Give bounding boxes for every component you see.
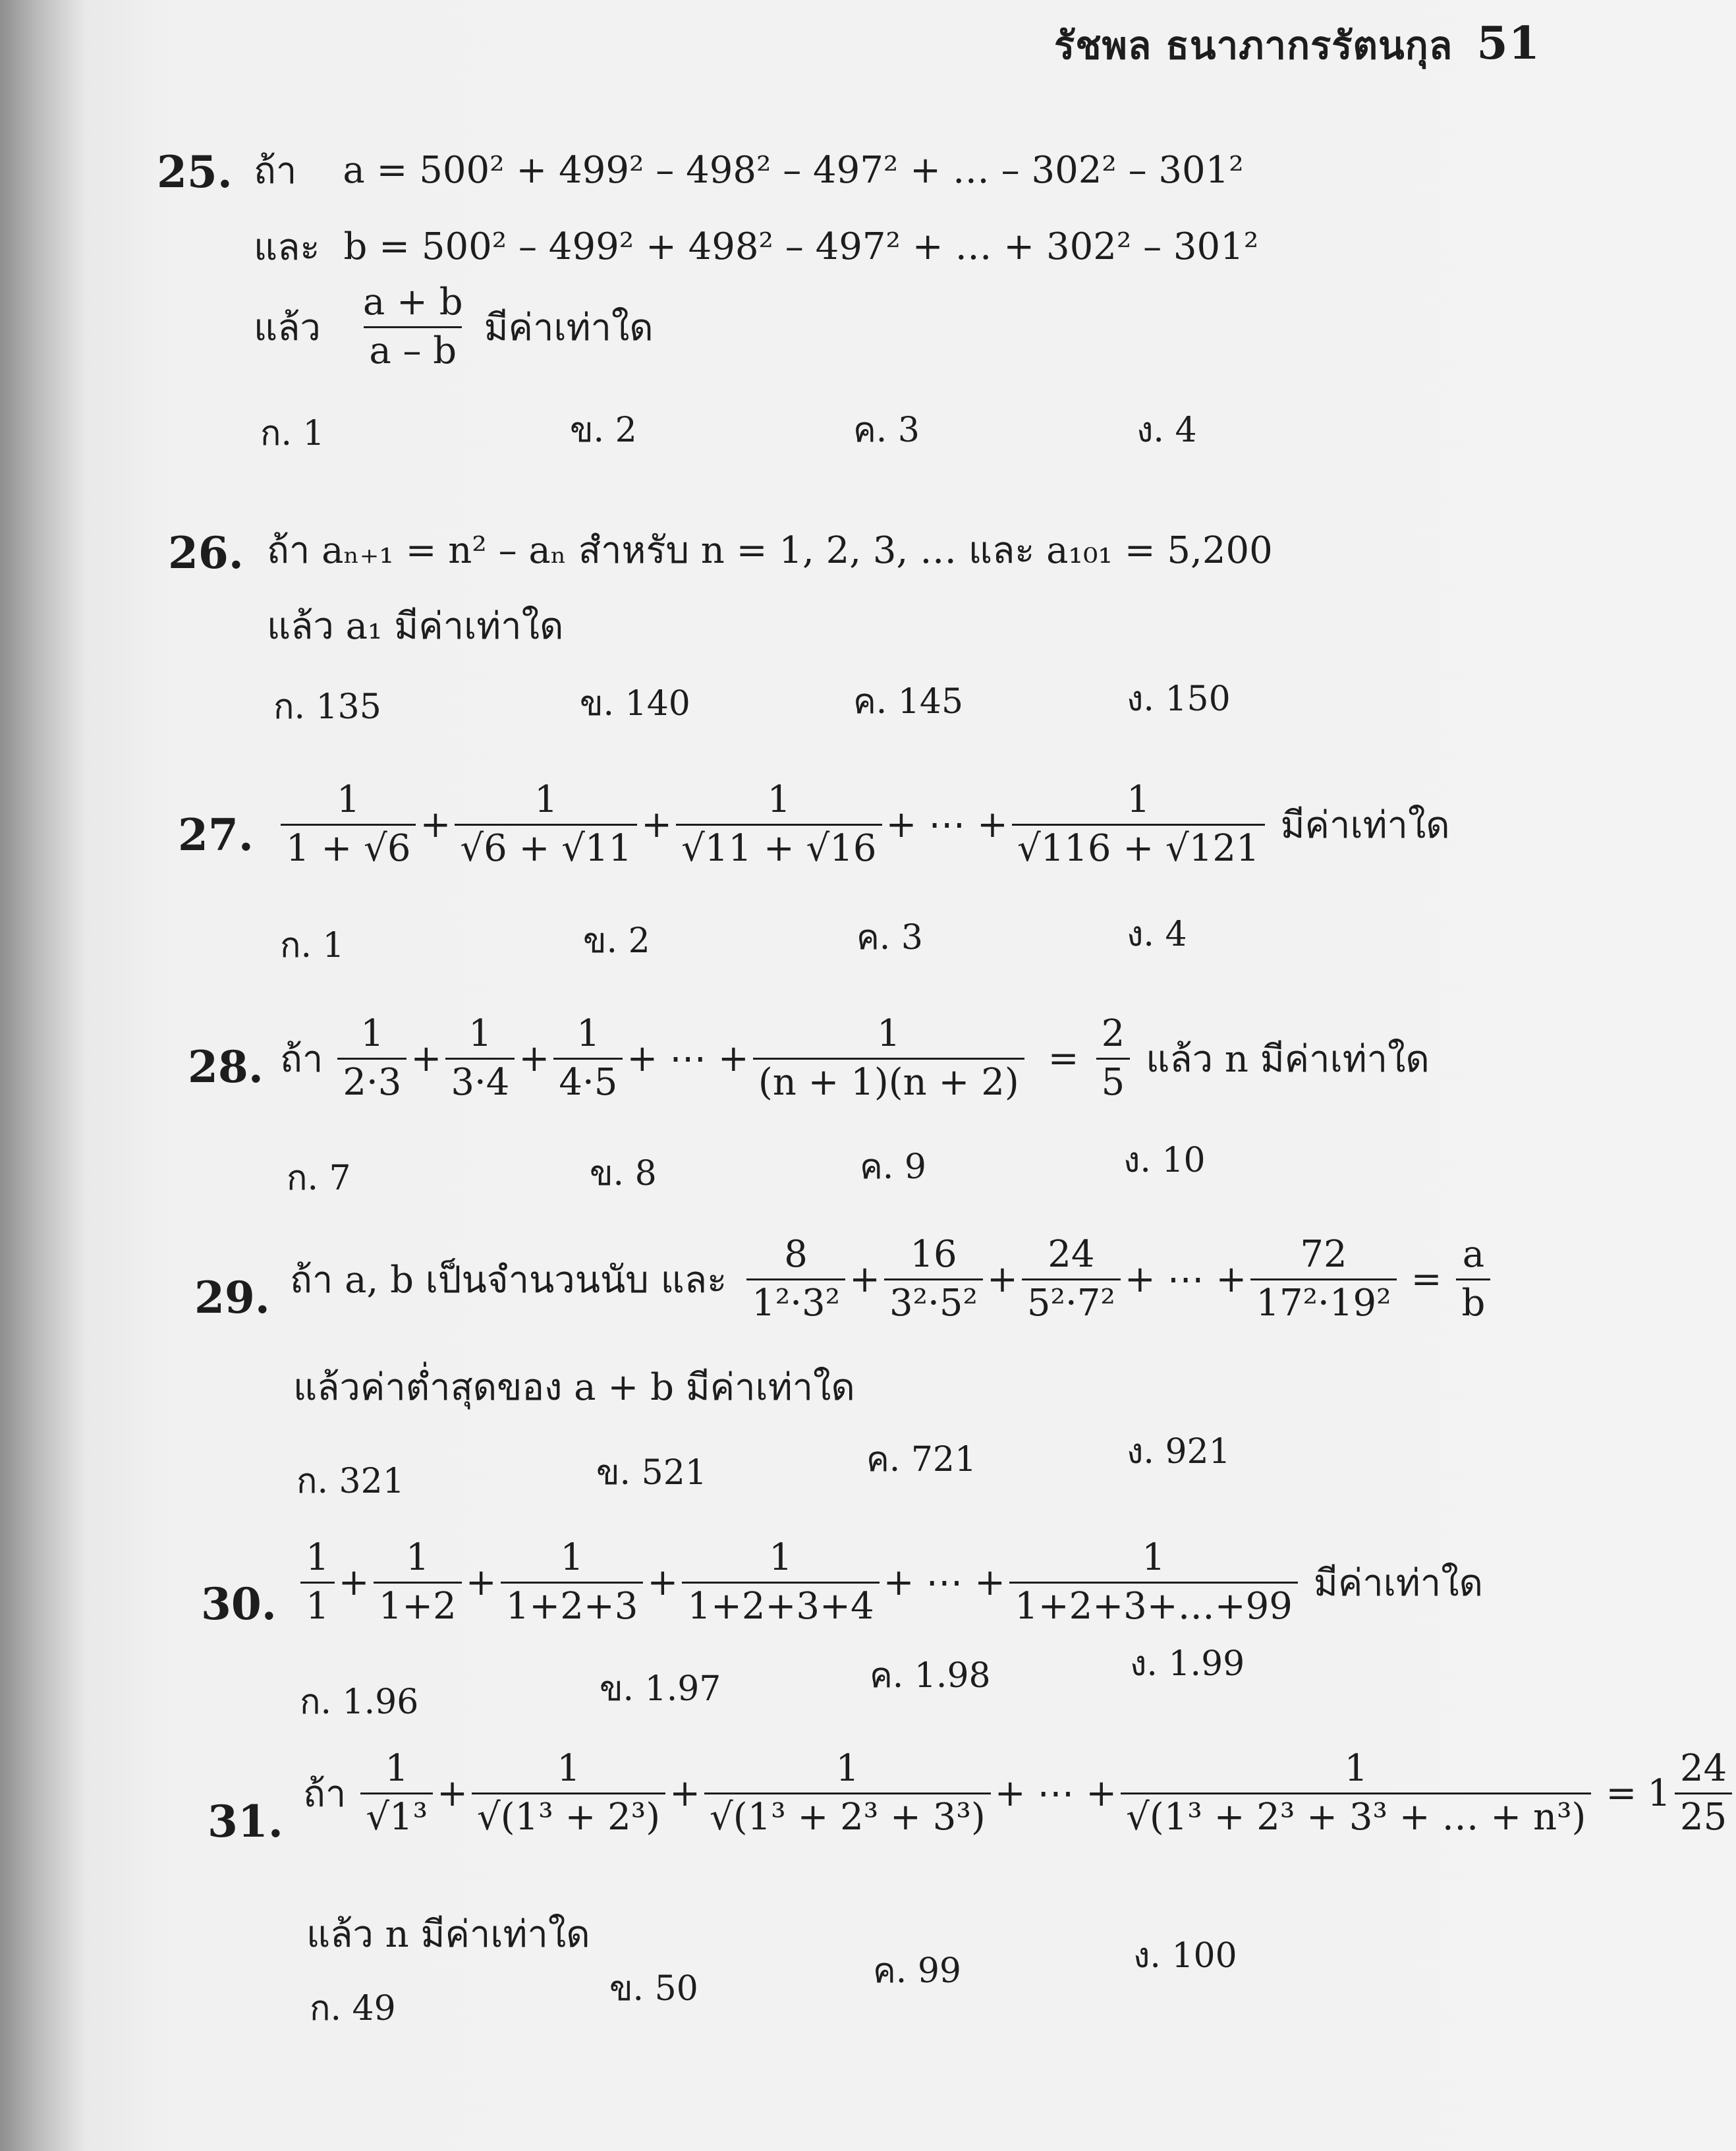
q25-prefix-if: ถ้า (254, 150, 297, 192)
q25-ask: มีค่าเท่าใด (484, 306, 654, 349)
option-d[interactable]: ง. 1.99 (1130, 1644, 1245, 1684)
option-d[interactable]: ง. 4 (1136, 411, 1197, 450)
q25-expr-a: a = 500² + 499² – 498² – 497² + … – 302² – 301² (343, 149, 1244, 192)
q28-ask: แล้ว n มีค่าเท่าใด (1146, 1037, 1430, 1081)
option-a[interactable]: ก. 49 (310, 1989, 396, 2028)
q27-expression: $\frac{1}{1 + √6}$ + $\frac{1}{√6 + √11}$ + $\frac{1}{√11 + √16}$ + ⋯ + $\frac{1}{√116 + √121}$ มีค่าเท่าใด (277, 781, 1450, 869)
q31-fraction-3: $\frac{1}{\text{√(1³ + 2³ + 3³)}}$ (704, 1750, 991, 1837)
page-number: 51 (1476, 17, 1540, 70)
q29-fraction-3: $\frac{24}{\text{5²·7²}}$ (1022, 1236, 1121, 1323)
q31-rhs-whole: 1 (1647, 1771, 1671, 1815)
option-b[interactable]: ข. 140 (580, 684, 690, 724)
q26-line1: ถ้า aₙ₊₁ = n² – aₙ สำหรับ n = 1, 2, 3, … และ a₁₀₁ = 5,200 (267, 529, 1273, 572)
q29-fraction-last: $\frac{72}{\text{17²·19²}}$ (1250, 1236, 1396, 1323)
q25-prefix-then: แล้ว (254, 306, 321, 349)
question-number: 31. (208, 1796, 283, 1847)
q27-fraction-1: $\frac{1}{1 + √6}$ (281, 781, 416, 869)
q25-line2 (254, 217, 1258, 276)
q27-ask: มีค่าเท่าใด (1280, 803, 1450, 847)
q27-fraction-2: $\frac{1}{√6 + √11}$ (455, 781, 637, 869)
q30-fraction-last: $\frac{1}{1+2+3+\dots+99}$ (1009, 1539, 1298, 1626)
q31-expression: ถ้า $\frac{1}{\text{√1³}}$ + $\frac{1}{\text{√(1³ + 2³)}}$ + $\frac{1}{\text{√(1³ + 2³ + 3³)}}$ + ⋯ + $\frac{1}{\text{√(1³ + 2³ + 3³ + … + n³)}}$ = 1 $\frac{24}{25}$ (303, 1750, 1736, 1837)
option-b[interactable]: ข. 8 (590, 1154, 657, 1193)
q28-fraction-1: $\frac{1}{2\cdot 3}$ (337, 1015, 406, 1103)
q31-equals: = (1606, 1771, 1637, 1815)
q30-fraction-1: $\frac{1}{1}$ (300, 1539, 335, 1626)
option-c[interactable]: ค. 1.98 (870, 1656, 991, 1696)
option-b[interactable]: ข. 521 (596, 1453, 707, 1493)
q30-ellipsis: + ⋯ + (883, 1561, 1006, 1604)
option-a[interactable]: ก. 1.96 (300, 1682, 419, 1722)
option-a[interactable]: ก. 135 (273, 687, 381, 727)
q27-fraction-3: $\frac{1}{√11 + √16}$ (676, 781, 882, 869)
q26-line2: แล้ว a₁ มีค่าเท่าใด (267, 605, 564, 648)
q29-equals: = (1411, 1257, 1442, 1301)
option-c[interactable]: ค. 721 (866, 1440, 977, 1479)
question-number: 30. (201, 1578, 277, 1630)
q27-ellipsis: + ⋯ + (885, 803, 1008, 846)
q29-ellipsis: + ⋯ + (1124, 1257, 1247, 1301)
option-c[interactable]: ค. 145 (853, 682, 964, 722)
q31-ellipsis: + ⋯ + (994, 1771, 1117, 1815)
q28-expression: ถ้า $\frac{1}{2\cdot 3}$ + $\frac{1}{3\cdot 4}$ + $\frac{1}{4\cdot 5}$ + ⋯ + $\frac{1}{(n + 1)(n + 2)}$ = $\frac{2}{5}$ แล้ว n มีค่าเท่าใด (280, 1012, 1430, 1104)
question-number: 26. (168, 527, 244, 579)
option-a[interactable]: ก. 321 (296, 1462, 405, 1501)
q31-rhs-fraction: $\frac{24}{25}$ (1675, 1750, 1732, 1837)
option-c[interactable]: ค. 3 (856, 918, 923, 958)
option-d[interactable]: ง. 4 (1127, 915, 1187, 954)
q31-line2: แล้ว n มีค่าเท่าใด (306, 1913, 590, 1956)
question-number: 28. (188, 1041, 264, 1093)
q30-ask: มีค่าเท่าใด (1313, 1561, 1483, 1605)
q25-expr-b: b = 500² – 499² + 498² – 497² + … + 302² – 301² (343, 225, 1259, 268)
q25-line3 (254, 283, 654, 371)
option-a[interactable]: ก. 7 (287, 1159, 351, 1198)
option-b[interactable]: ข. 2 (570, 411, 637, 450)
q28-fraction-last: $\frac{1}{(n + 1)(n + 2)}$ (753, 1015, 1024, 1103)
option-d[interactable]: ง. 921 (1127, 1432, 1231, 1472)
q29-fraction-2: $\frac{16}{\text{3²·5²}}$ (884, 1236, 983, 1323)
q25-line1 (254, 141, 1244, 200)
option-d[interactable]: ง. 150 (1127, 679, 1231, 719)
option-c[interactable]: ค. 99 (873, 1951, 962, 1991)
option-c[interactable]: ค. 9 (860, 1147, 926, 1187)
q25-prefix-and: และ (254, 226, 320, 269)
option-b[interactable]: ข. 2 (583, 921, 650, 961)
q30-fraction-2: $\frac{1}{1+2}$ (374, 1539, 462, 1626)
option-b[interactable]: ข. 1.97 (600, 1669, 721, 1709)
q31-prefix-if: ถ้า (303, 1772, 347, 1816)
question-number: 27. (178, 809, 254, 861)
q31-fraction-1: $\frac{1}{\text{√1³}}$ (360, 1750, 433, 1837)
q29-fraction-1: $\frac{8}{\text{1²·3²}}$ (746, 1236, 845, 1323)
option-d[interactable]: ง. 10 (1123, 1141, 1206, 1180)
q31-fraction-2: $\frac{1}{\text{√(1³ + 2³)}}$ (472, 1750, 665, 1837)
q29-rhs-fraction: $\frac{a}{b}$ (1456, 1236, 1490, 1323)
q28-ellipsis: + ⋯ + (627, 1037, 749, 1080)
question-number: 29. (194, 1272, 270, 1323)
option-d[interactable]: ง. 100 (1133, 1936, 1237, 1976)
q28-rhs-fraction: $\frac{2}{5}$ (1096, 1015, 1131, 1103)
question-number: 25. (157, 146, 233, 198)
page-header (1054, 14, 1540, 76)
q28-fraction-3: $\frac{1}{4\cdot 5}$ (553, 1015, 623, 1103)
q28-prefix-if: ถ้า (280, 1037, 323, 1081)
q28-fraction-2: $\frac{1}{3\cdot 4}$ (445, 1015, 515, 1103)
option-a[interactable]: ก. 1 (280, 926, 345, 965)
q29-line2: แล้วค่าต่ำสุดของ a + b มีค่าเท่าใด (293, 1366, 855, 1409)
q30-fraction-3: $\frac{1}{1+2+3}$ (501, 1539, 644, 1626)
q30-fraction-4: $\frac{1}{1+2+3+4}$ (682, 1539, 879, 1626)
option-a[interactable]: ก. 1 (260, 414, 325, 453)
q27-fraction-last: $\frac{1}{√116 + √121}$ (1012, 781, 1265, 869)
q29-condition: ถ้า a, b เป็นจำนวนนับ และ (290, 1258, 727, 1302)
q31-fraction-last: $\frac{1}{\text{√(1³ + 2³ + 3³ + … + n³)}}$ (1121, 1750, 1591, 1837)
q29-expression: ถ้า a, b เป็นจำนวนนับ และ $\frac{8}{\text{1²·3²}}$ + $\frac{16}{\text{3²·5²}}$ + $\frac{24}{\text{5²·7²}}$ + ⋯ + $\frac{72}{\text{17²·19²}}$ = $\frac{a}{b}$ (290, 1236, 1494, 1323)
q25-fraction: $\frac{a + b}{a - b}$ (362, 281, 463, 372)
option-b[interactable]: ข. 50 (609, 1969, 698, 2009)
q28-equals: = (1048, 1037, 1079, 1080)
author-name: รัชพล ธนาภากรรัตนกุล (1054, 23, 1453, 68)
q30-expression: $\frac{1}{1}$ + $\frac{1}{1+2}$ + $\frac{1}{1+2+3}$ + $\frac{1}{1+2+3+4}$ + ⋯ + $\frac{1}{1+2+3+\dots+99}$ มีค่าเท่าใด (296, 1539, 1483, 1626)
option-c[interactable]: ค. 3 (853, 411, 920, 450)
